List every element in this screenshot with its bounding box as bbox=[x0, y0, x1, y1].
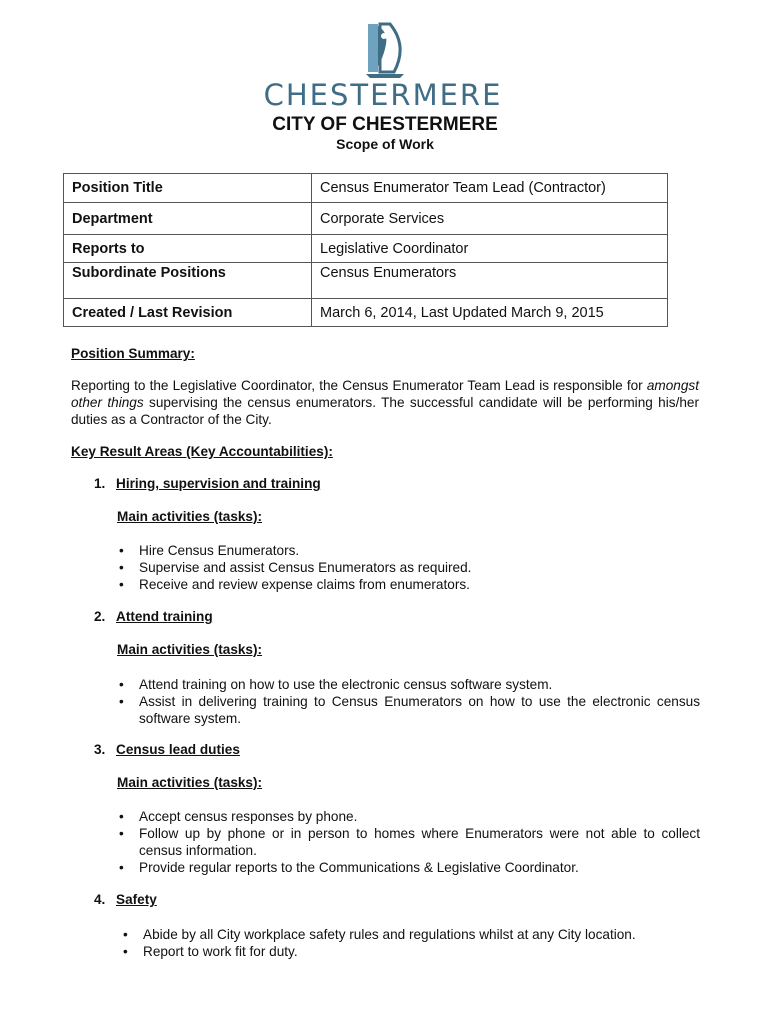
summary-heading: Position Summary: bbox=[71, 346, 195, 361]
row-value: Census Enumerators bbox=[312, 263, 668, 299]
kra-heading: Key Result Areas (Key Accountabilities): bbox=[71, 444, 333, 459]
area-title: Attend training bbox=[116, 609, 213, 624]
list-item: • Follow up by phone or in person to homes where Enumerators were not able to collect census information. bbox=[117, 825, 700, 859]
row-value: Census Enumerator Team Lead (Contractor) bbox=[312, 174, 668, 203]
kra-area-title bbox=[94, 892, 157, 907]
page-title: CITY OF CHESTERMERE bbox=[272, 114, 498, 135]
summary-text-part: supervising the census enumerators. The successful candidate will be performing his/her duties as a Contractor of the City. bbox=[71, 395, 699, 427]
list-item: • Receive and review expense claims from enumerators. bbox=[117, 576, 702, 593]
area-title: Safety bbox=[116, 892, 157, 907]
list-item: • Provide regular reports to the Communications & Legislative Coordinator. bbox=[117, 859, 700, 876]
kra-area-title bbox=[94, 476, 321, 491]
main-activities-label: Main activities (tasks): bbox=[117, 509, 263, 524]
summary-text-italic: amongst other things bbox=[71, 378, 699, 410]
activity-list bbox=[121, 926, 701, 960]
row-label: Department bbox=[64, 203, 312, 235]
row-value: Corporate Services bbox=[312, 203, 668, 235]
table-row bbox=[64, 203, 668, 235]
logo-wordmark: CHESTERMERE bbox=[263, 78, 503, 112]
kra-area-title bbox=[94, 609, 213, 624]
sailboat-logo-icon bbox=[364, 22, 412, 82]
area-number: 1. bbox=[94, 476, 106, 491]
area-number: 4. bbox=[94, 892, 106, 907]
position-info-table bbox=[63, 173, 668, 327]
summary-text-part: Reporting to the Legislative Coordinator, the Census Enumerator Team Lead is responsible for bbox=[71, 378, 647, 393]
main-activities-label: Main activities (tasks): bbox=[117, 775, 263, 790]
table-row bbox=[64, 174, 668, 203]
list-item: • Accept census responses by phone. bbox=[117, 808, 700, 825]
activity-list bbox=[117, 676, 700, 727]
summary-text bbox=[71, 377, 699, 428]
page-subtitle: Scope of Work bbox=[336, 136, 434, 152]
area-title: Hiring, supervision and training bbox=[116, 476, 321, 491]
activity-list bbox=[117, 808, 700, 876]
area-number: 2. bbox=[94, 609, 106, 624]
table-row bbox=[64, 299, 668, 327]
list-item: • Assist in delivering training to Census Enumerators on how to use the electronic census software system. bbox=[117, 693, 700, 727]
city-logo bbox=[258, 22, 508, 112]
row-value: Legislative Coordinator bbox=[312, 235, 668, 263]
row-value: March 6, 2014, Last Updated March 9, 2015 bbox=[312, 299, 668, 327]
list-item: • Abide by all City workplace safety rules and regulations whilst at any City location. bbox=[121, 926, 701, 943]
main-activities-label: Main activities (tasks): bbox=[117, 642, 263, 657]
table-row bbox=[64, 235, 668, 263]
kra-area-title bbox=[94, 742, 240, 757]
list-item: • Attend training on how to use the electronic census software system. bbox=[117, 676, 700, 693]
area-title: Census lead duties bbox=[116, 742, 240, 757]
list-item: • Hire Census Enumerators. bbox=[117, 542, 702, 559]
row-label: Subordinate Positions bbox=[64, 263, 312, 299]
area-number: 3. bbox=[94, 742, 106, 757]
row-label: Reports to bbox=[64, 235, 312, 263]
list-item: • Supervise and assist Census Enumerators as required. bbox=[117, 559, 702, 576]
row-label: Created / Last Revision bbox=[64, 299, 312, 327]
list-item: • Report to work fit for duty. bbox=[121, 943, 701, 960]
activity-list bbox=[117, 542, 702, 593]
table-row bbox=[64, 263, 668, 299]
row-label: Position Title bbox=[64, 174, 312, 203]
